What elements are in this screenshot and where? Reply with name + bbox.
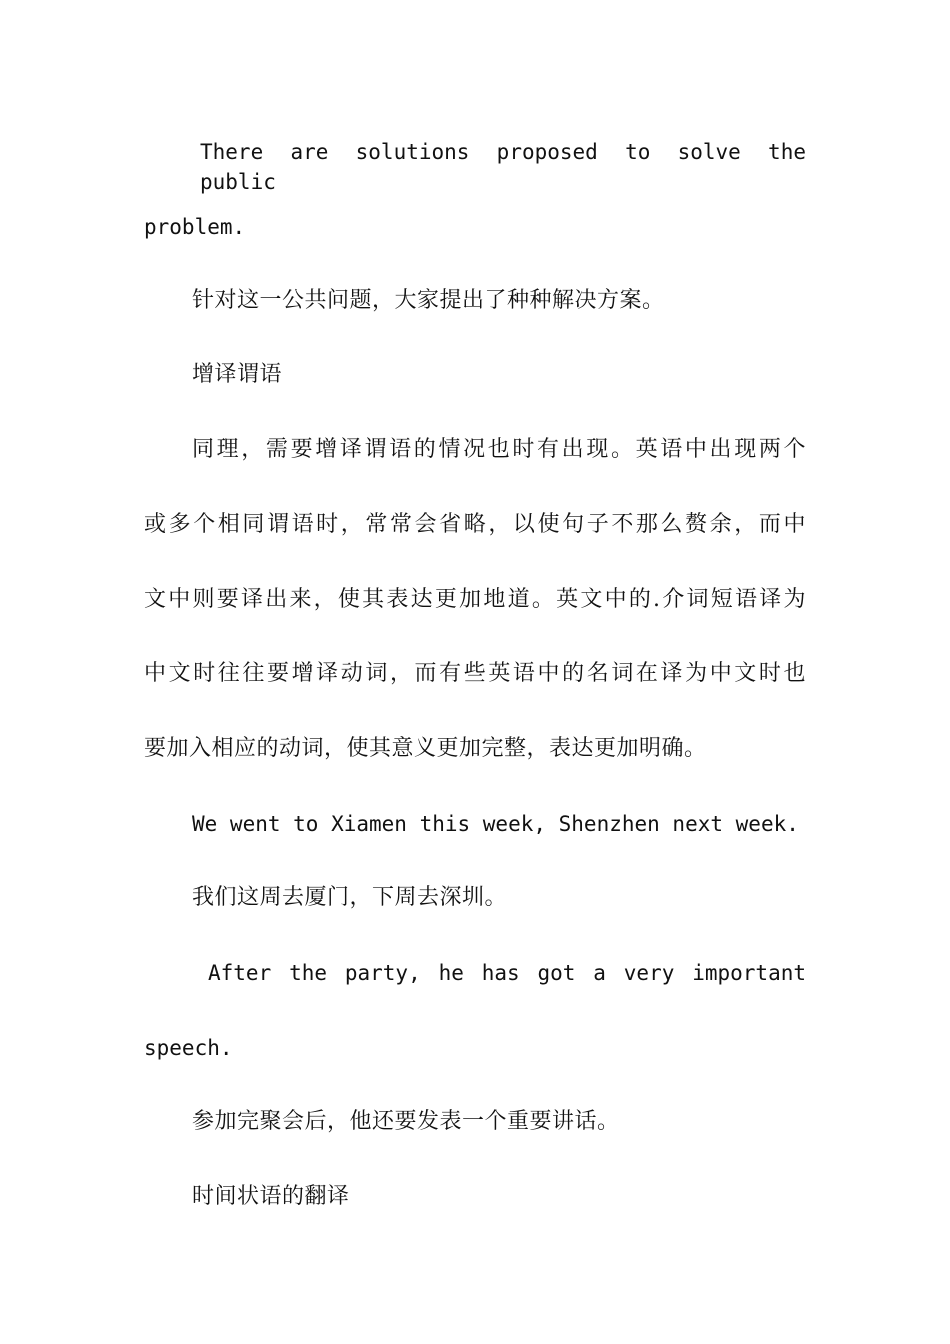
- paragraph-line: 我们这周去厦门，下周去深圳。: [192, 885, 508, 910]
- paragraph-line: We went to Xiamen this week, Shenzhen next week.: [192, 812, 799, 836]
- section-heading: 增译谓语: [192, 362, 283, 387]
- document-page: [144, 0, 806, 1344]
- paragraph-line: 针对这一公共问题，大家提出了种种解决方案。: [192, 288, 665, 313]
- paragraph-line: 中文时往往要增译动词，而有些英语中的名词在译为中文时也: [144, 661, 806, 686]
- paragraph-line: problem.: [144, 215, 246, 239]
- paragraph-line: 文中则要译出来，使其表达更加地道。英文中的.介词短语译为: [144, 587, 806, 612]
- section-heading: 时间状语的翻译: [192, 1184, 350, 1209]
- paragraph-line: 参加完聚会后，他还要发表一个重要讲话。: [192, 1109, 620, 1134]
- paragraph-line: After the party, he has got a very important: [208, 961, 806, 985]
- paragraph-line: There are solutions proposed to solve the public: [200, 140, 806, 194]
- paragraph-line: speech.: [144, 1036, 233, 1060]
- paragraph-line: 或多个相同谓语时，常常会省略，以使句子不那么赘余，而中: [144, 512, 806, 537]
- paragraph-line: 要加入相应的动词，使其意义更加完整，表达更加明确。: [144, 736, 707, 761]
- paragraph-line: 同理，需要增译谓语的情况也时有出现。英语中出现两个: [192, 437, 806, 462]
